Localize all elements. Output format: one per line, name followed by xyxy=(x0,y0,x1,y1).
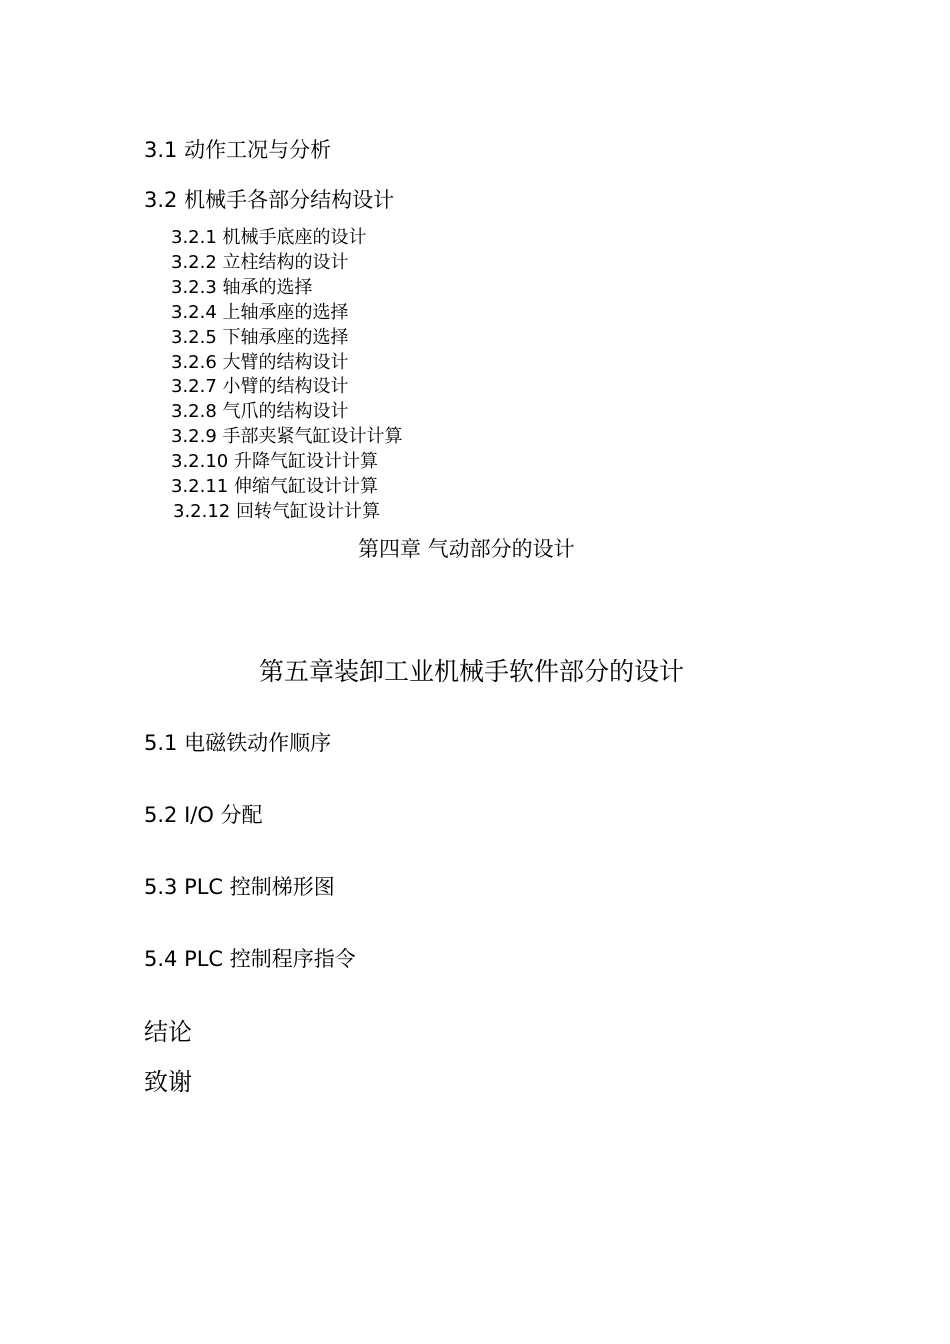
toc-subsection-3-2-8: 3.2.8 气爪的结构设计 xyxy=(171,401,349,422)
toc-subsection-3-2-1: 3.2.1 机械手底座的设计 xyxy=(171,227,367,248)
toc-chapter-4: 第四章 气动部分的设计 xyxy=(358,537,575,561)
toc-subsection-3-2-11: 3.2.11 伸缩气缸设计计算 xyxy=(171,476,378,497)
toc-acknowledgements: 致谢 xyxy=(144,1068,192,1096)
toc-subsection-3-2-9: 3.2.9 手部夹紧气缸设计计算 xyxy=(171,426,403,447)
toc-subsection-3-2-12: 3.2.12 回转气缸设计计算 xyxy=(173,501,380,522)
toc-subsection-3-2-5: 3.2.5 下轴承座的选择 xyxy=(171,327,349,348)
toc-section-5-2: 5.2 I/O 分配 xyxy=(144,803,263,827)
toc-section-3-2: 3.2 机械手各部分结构设计 xyxy=(144,188,395,212)
toc-section-3-1: 3.1 动作工况与分析 xyxy=(144,138,332,162)
toc-conclusion: 结论 xyxy=(144,1018,192,1046)
toc-subsection-3-2-7: 3.2.7 小臂的结构设计 xyxy=(171,376,349,397)
toc-subsection-3-2-6: 3.2.6 大臂的结构设计 xyxy=(171,352,349,373)
toc-chapter-5: 第五章装卸工业机械手软件部分的设计 xyxy=(259,657,685,686)
toc-subsection-3-2-2: 3.2.2 立柱结构的设计 xyxy=(171,252,349,273)
toc-section-5-3: 5.3 PLC 控制梯形图 xyxy=(144,875,335,899)
toc-subsection-3-2-10: 3.2.10 升降气缸设计计算 xyxy=(171,451,378,472)
toc-subsection-3-2-4: 3.2.4 上轴承座的选择 xyxy=(171,302,349,323)
toc-subsection-3-2-3: 3.2.3 轴承的选择 xyxy=(171,277,313,298)
toc-section-5-4: 5.4 PLC 控制程序指令 xyxy=(144,947,356,971)
toc-section-5-1: 5.1 电磁铁动作顺序 xyxy=(144,731,332,755)
